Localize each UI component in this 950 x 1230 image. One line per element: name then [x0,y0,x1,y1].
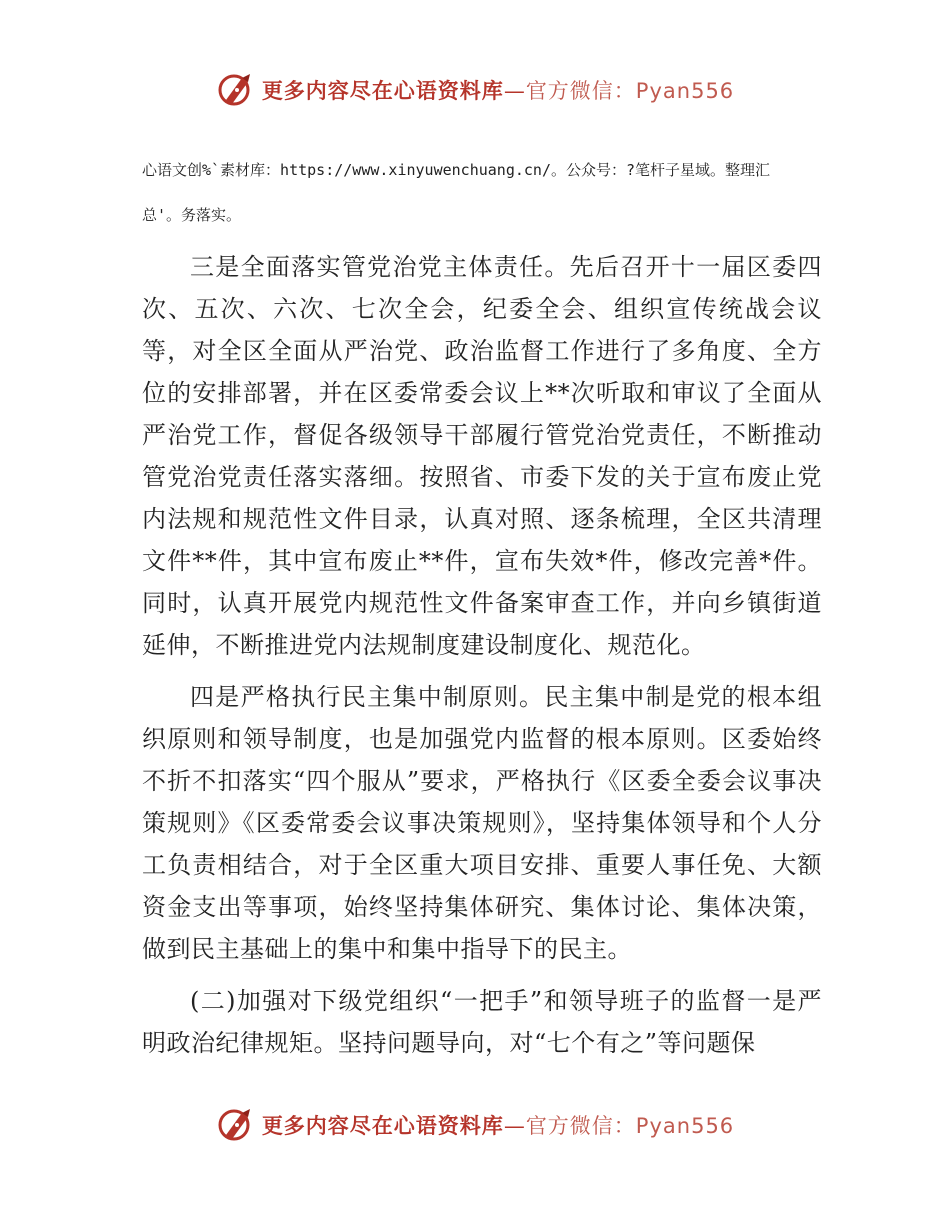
banner-wechat-text: 官方微信：Pyan556 [525,1114,735,1138]
banner-brand-text: 更多内容尽在心语资料库 [261,1114,504,1138]
banner-wechat-text: 官方微信：Pyan556 [525,79,735,103]
banner-dash: — [503,79,526,103]
banner-brand-text: 更多内容尽在心语资料库 [261,79,504,103]
footer-watermark-banner [0,1103,950,1147]
document-body [142,246,822,1074]
paragraph-3: (二)加强对下级党组织“一把手”和领导班子的监督一是严明政治纪律规矩。坚持问题导向，对“七个有之”等问题保 [142,987,822,1057]
source-line-2: 总'。务落实。 [142,206,242,224]
banner-dash: — [503,1114,526,1138]
source-line-1: 心语文创%`素材库：https://www.xinyuwenchuang.cn/。公众号：?笔杆子星域。整理汇 [142,161,771,179]
banner-text [262,1110,734,1140]
paragraph-1: 三是全面落实管党治党主体责任。先后召开十一届区委四次、五次、六次、七次全会，纪委全会、组织宣传统战会议等，对全区全面从严治党、政治监督工作进行了多角度、全方位的安排部署，并在区委常委会议上**次听取和审议了全面从严治党工作，督促各级领导干部履行管党治党责任，不断推动管党治党责任落实落细。按照省、市委下发的关于宣布废止党内法规和规范性文件目录，认真对照、逐条梳理，全区共清理文件**件，其中宣布废止**件，宣布失效*件，修改完善*件。同时，认真开展党内规范性文件备案审查工作，并向乡镇街道延伸，不断推进党内法规制度建设制度化、规范化。 [142,253,822,659]
pen-nib-logo-icon [216,70,256,110]
banner-text [262,75,734,105]
header-watermark-banner [0,68,950,112]
pen-nib-logo-icon [216,1105,256,1145]
paragraph-2: 四是严格执行民主集中制原则。民主集中制是党的根本组织原则和领导制度，也是加强党内监督的根本原则。区委始终不折不扣落实“四个服从”要求，严格执行《区委全委会议事决策规则》《区委常委会议事决策规则》，坚持集体领导和个人分工负责相结合，对于全区重大项目安排、重要人事任免、大额资金支出等事项，始终坚持集体研究、集体讨论、集体决策，做到民主基础上的集中和集中指导下的民主。 [142,683,822,963]
